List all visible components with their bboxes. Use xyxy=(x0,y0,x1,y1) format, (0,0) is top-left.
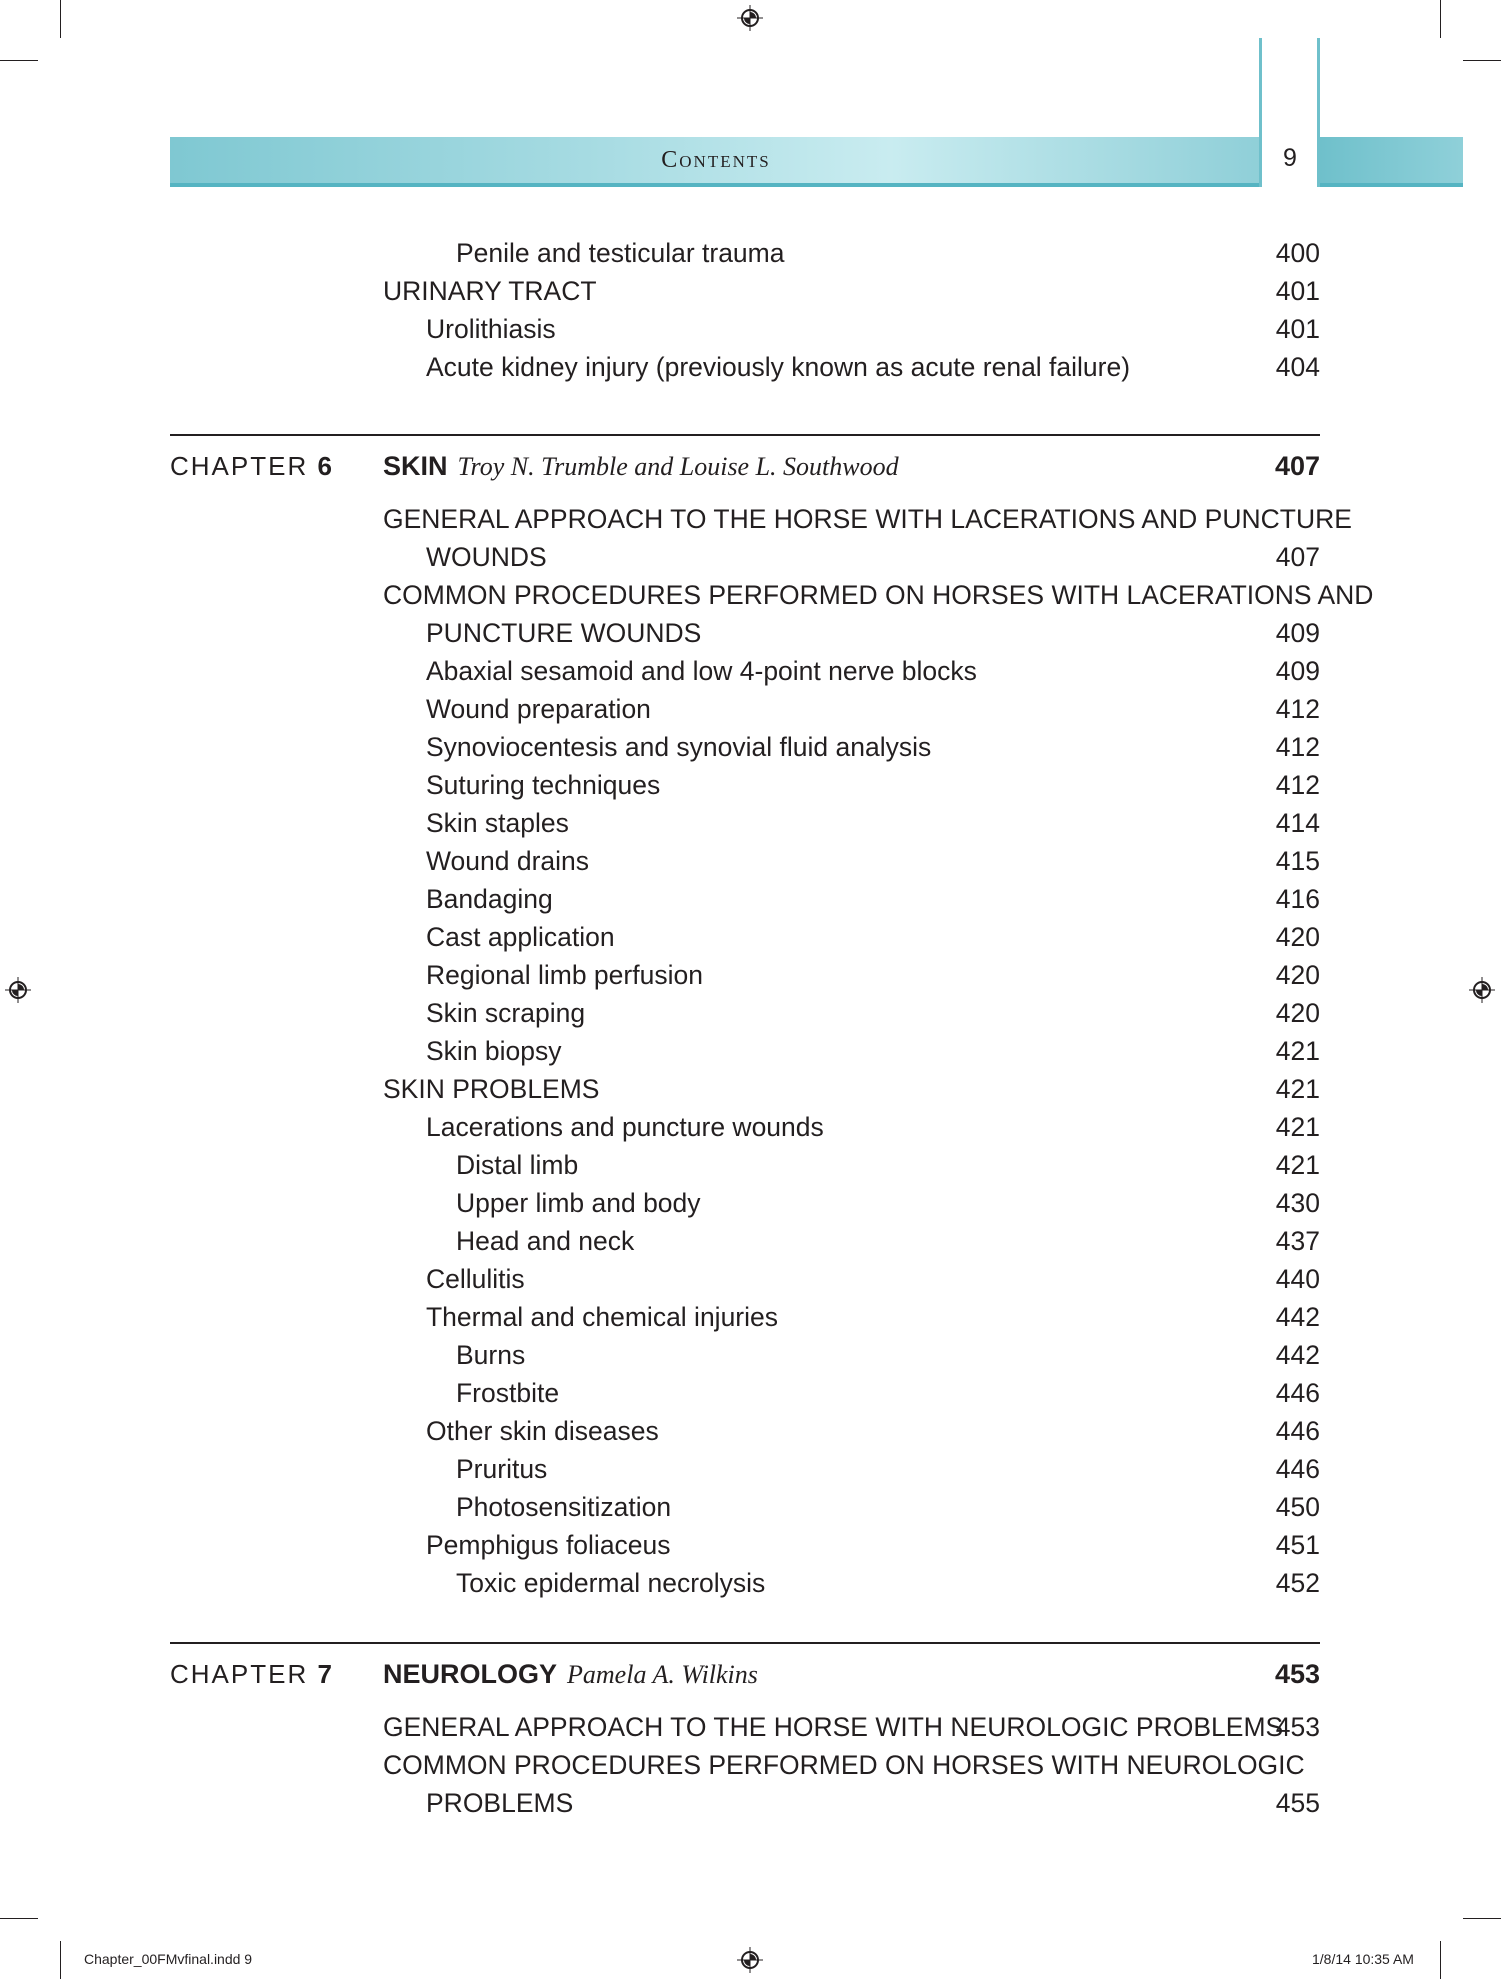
toc-entry: Acute kidney injury (previously known as acute renal failure) 404 xyxy=(426,352,1320,382)
toc-entry: URINARY TRACT 401 xyxy=(383,276,1320,306)
chapter-7-heading xyxy=(170,1654,1320,1694)
toc-entry: Cast application 420 xyxy=(426,922,1320,952)
page-number: 9 xyxy=(1283,144,1297,172)
toc-entry: Skin scraping 420 xyxy=(426,998,1320,1028)
header-band-edge xyxy=(1320,137,1463,183)
toc-entry: Photosensitization 450 xyxy=(456,1492,1320,1522)
chapter-title: SKIN Troy N. Trumble and Louise L. Southwood xyxy=(383,451,899,481)
toc-entry: WOUNDS 407 xyxy=(426,542,1320,572)
toc-entry: Frostbite 446 xyxy=(456,1378,1320,1408)
toc-entry: Abaxial sesamoid and low 4-point nerve blocks 409 xyxy=(426,656,1320,686)
chapter-page: 453 xyxy=(1274,1659,1320,1689)
chapter-6-heading xyxy=(170,446,1320,486)
toc-entry: Urolithiasis 401 xyxy=(426,314,1320,344)
toc-entry: Head and neck 437 xyxy=(456,1226,1320,1256)
registration-mark-icon xyxy=(1469,977,1495,1003)
chapter-authors: Troy N. Trumble and Louise L. Southwood xyxy=(457,452,899,481)
crop-mark xyxy=(1440,0,1441,38)
toc-entry: Thermal and chemical injuries 442 xyxy=(426,1302,1320,1332)
slug-timestamp: 1/8/14 10:35 AM xyxy=(1312,1951,1414,1967)
toc-entry: Cellulitis 440 xyxy=(426,1264,1320,1294)
toc-entry: Toxic epidermal necrolysis 452 xyxy=(456,1568,1320,1598)
toc-entry: Distal limb 421 xyxy=(456,1150,1320,1180)
toc-entry: Skin biopsy 421 xyxy=(426,1036,1320,1066)
chapter-divider xyxy=(170,1642,1320,1644)
header-rule xyxy=(1320,183,1463,187)
toc-entry: Wound preparation 412 xyxy=(426,694,1320,724)
toc-entry: GENERAL APPROACH TO THE HORSE WITH LACERATIONS AND PUNCTURE xyxy=(383,504,1352,534)
toc-entry: Skin staples 414 xyxy=(426,808,1320,838)
toc-entry: PUNCTURE WOUNDS 409 xyxy=(426,618,1320,648)
toc-entry: GENERAL APPROACH TO THE HORSE WITH NEUROLOGIC PROBLEMS 453 xyxy=(383,1712,1320,1742)
chapter-title: NEUROLOGY Pamela A. Wilkins xyxy=(383,1659,758,1689)
toc-entry: Pemphigus foliaceus 451 xyxy=(426,1530,1320,1560)
header-divider xyxy=(1317,38,1320,187)
toc-entry: Suturing techniques 412 xyxy=(426,770,1320,800)
header-rule xyxy=(170,183,1262,187)
toc-entry: PROBLEMS 455 xyxy=(426,1788,1320,1818)
registration-mark-icon xyxy=(5,977,31,1003)
chapter-page: 407 xyxy=(1274,451,1320,481)
running-header-title: Contents xyxy=(661,147,771,173)
chapter-label: CHAPTER 6 xyxy=(170,451,332,481)
registration-mark-icon xyxy=(737,1947,763,1973)
registration-mark-icon xyxy=(737,5,763,31)
toc-entry: Pruritus 446 xyxy=(456,1454,1320,1484)
crop-mark xyxy=(60,1941,61,1979)
chapter-label: CHAPTER 7 xyxy=(170,1659,332,1689)
slug-filename: Chapter_00FMvfinal.indd 9 xyxy=(84,1951,253,1967)
crop-mark xyxy=(0,1918,38,1919)
crop-mark xyxy=(1463,60,1501,61)
toc-entry: SKIN PROBLEMS 421 xyxy=(383,1074,1320,1104)
crop-mark xyxy=(60,0,61,38)
toc-entry: COMMON PROCEDURES PERFORMED ON HORSES WITH NEUROLOGIC xyxy=(383,1750,1305,1780)
chapter-divider xyxy=(170,434,1320,436)
toc-entry: Regional limb perfusion 420 xyxy=(426,960,1320,990)
toc-entry: Wound drains 415 xyxy=(426,846,1320,876)
crop-mark xyxy=(1440,1941,1441,1979)
crop-mark xyxy=(0,60,38,61)
toc-entry: Other skin diseases 446 xyxy=(426,1416,1320,1446)
toc-entry: Synoviocentesis and synovial fluid analysis 412 xyxy=(426,732,1320,762)
chapter-authors: Pamela A. Wilkins xyxy=(567,1660,758,1689)
crop-mark xyxy=(1463,1918,1501,1919)
toc-entry: COMMON PROCEDURES PERFORMED ON HORSES WITH LACERATIONS AND xyxy=(383,580,1374,610)
toc-entry: Upper limb and body 430 xyxy=(456,1188,1320,1218)
toc-entry: Lacerations and puncture wounds 421 xyxy=(426,1112,1320,1142)
toc-entry: Penile and testicular trauma 400 xyxy=(456,238,1320,268)
toc-entry: Burns 442 xyxy=(456,1340,1320,1370)
toc-entry: Bandaging 416 xyxy=(426,884,1320,914)
